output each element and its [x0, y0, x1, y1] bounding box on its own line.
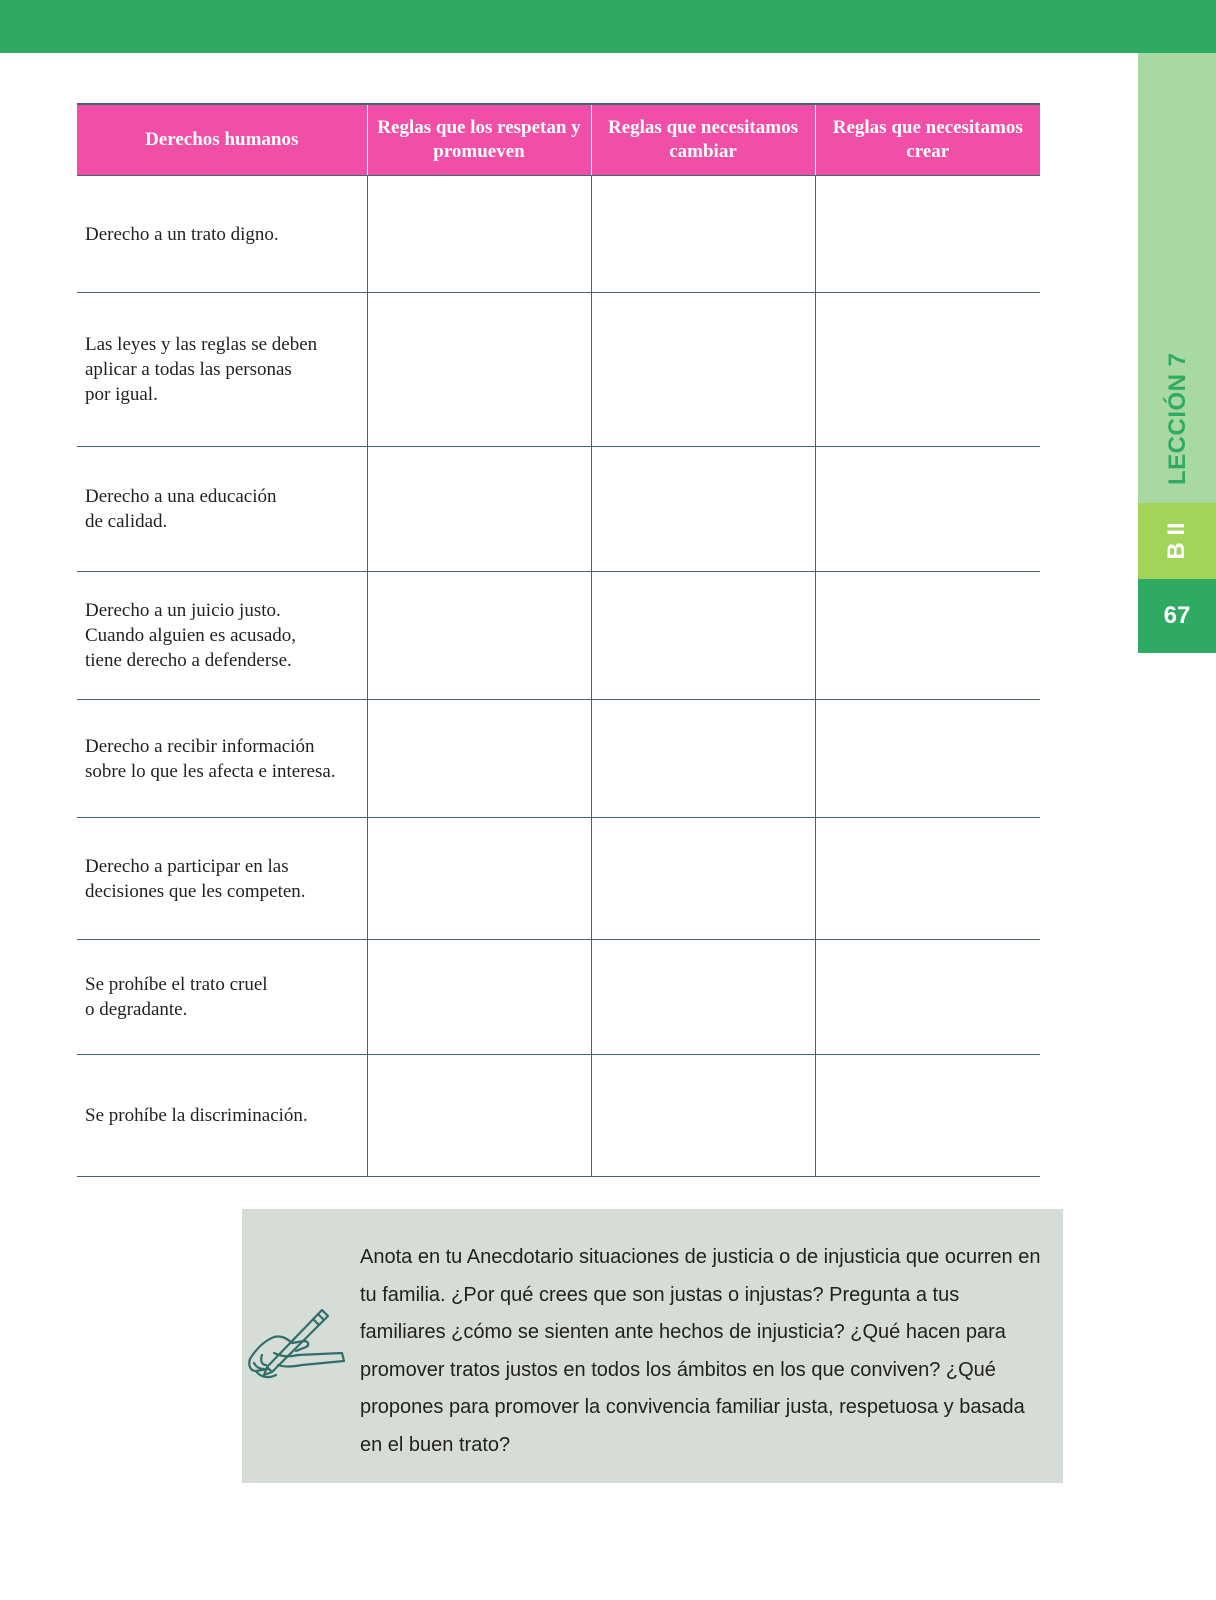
answer-cell-crear[interactable] [815, 1055, 1040, 1177]
answer-cell-respetan[interactable] [367, 818, 591, 940]
rights-table [77, 103, 1040, 1177]
answer-cell-respetan[interactable] [367, 447, 591, 572]
table-row [77, 700, 1040, 818]
right-cell: Derecho a un juicio justo. Cuando alguien es acusado, tiene derecho a defenderse. [77, 572, 367, 700]
answer-cell-cambiar[interactable] [591, 818, 815, 940]
right-cell: Derecho a recibir información sobre lo que les afecta e interesa. [77, 700, 367, 818]
table-header-row [77, 104, 1040, 176]
right-cell: Las leyes y las reglas se deben aplicar a todas las personas por igual. [77, 293, 367, 447]
pencil-hand-icon [242, 1305, 350, 1395]
answer-cell-crear[interactable] [815, 940, 1040, 1055]
lesson-label: LECCIÓN 7 [1164, 352, 1191, 485]
right-cell: Se prohíbe la discriminación. [77, 1055, 367, 1177]
answer-cell-crear[interactable] [815, 818, 1040, 940]
right-cell: Se prohíbe el trato cruel o degradante. [77, 940, 367, 1055]
header-reglas-crear: Reglas que necesitamos crear [815, 104, 1040, 176]
table-row [77, 940, 1040, 1055]
answer-cell-respetan[interactable] [367, 700, 591, 818]
answer-cell-respetan[interactable] [367, 176, 591, 293]
answer-cell-crear[interactable] [815, 572, 1040, 700]
answer-cell-crear[interactable] [815, 447, 1040, 572]
header-reglas-respetan: Reglas que los respetan y promueven [367, 104, 591, 176]
right-cell: Derecho a una educación de calidad. [77, 447, 367, 572]
answer-cell-respetan[interactable] [367, 572, 591, 700]
header-reglas-cambiar: Reglas que necesitamos cambiar [591, 104, 815, 176]
table-row [77, 818, 1040, 940]
table-row [77, 293, 1040, 447]
answer-cell-crear[interactable] [815, 176, 1040, 293]
answer-cell-cambiar[interactable] [591, 176, 815, 293]
answer-cell-respetan[interactable] [367, 1055, 591, 1177]
answer-cell-respetan[interactable] [367, 940, 591, 1055]
answer-cell-cambiar[interactable] [591, 940, 815, 1055]
answer-cell-cambiar[interactable] [591, 1055, 815, 1177]
answer-cell-cambiar[interactable] [591, 447, 815, 572]
header-derechos-humanos: Derechos humanos [77, 104, 367, 176]
answer-cell-cambiar[interactable] [591, 572, 815, 700]
page-number: 67 [1138, 579, 1216, 653]
table-row [77, 572, 1040, 700]
table-row [77, 176, 1040, 293]
table-row [77, 447, 1040, 572]
table-row [77, 1055, 1040, 1177]
right-cell: Derecho a un trato digno. [77, 176, 367, 293]
answer-cell-respetan[interactable] [367, 293, 591, 447]
answer-cell-crear[interactable] [815, 700, 1040, 818]
right-cell: Derecho a participar en las decisiones que les competen. [77, 818, 367, 940]
activity-text: Anota en tu Anecdotario situaciones de justicia o de injusticia que ocurren en tu familia. ¿Por qué crees que son justas o injustas? Pregunta a tus familiares ¿cómo se sienten ante hechos de injusticia? ¿Qué hacen para promover tratos justos en todos los ámbitos en los que conviven? ¿Qué propones para promover la convivencia familiar justa, respetuosa y basada en el buen trato? [360, 1246, 1041, 1456]
top-color-bar [0, 0, 1216, 53]
answer-cell-crear[interactable] [815, 293, 1040, 447]
answer-cell-cambiar[interactable] [591, 700, 815, 818]
block-label: B II [1163, 522, 1190, 560]
answer-cell-cambiar[interactable] [591, 293, 815, 447]
